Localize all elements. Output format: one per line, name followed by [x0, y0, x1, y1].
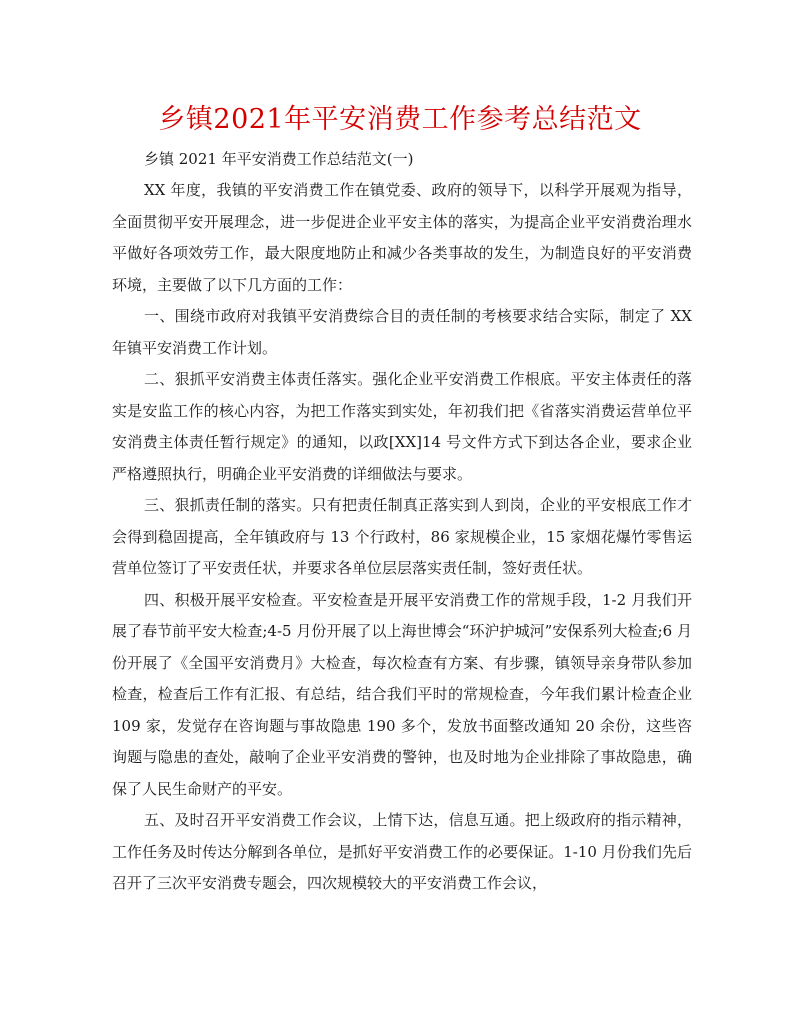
paragraph-4: 四、积极开展平安检查。平安检查是开展平安消费工作的常规手段，1-2 月我们开展了春节前平安大检查;4-5 月份开展了以上海世博会“环沪护城河”安保系列大检查;6 月份开展了《全国平安消费月》大检查，每次检查有方案、有步骤，镇领导亲身带队参加检查，检查后工作有汇报、有总结，结合我们平时的常规检查，今年我们累计检查企业 109 家，发觉存在咨询题与事故隐患 190 多个，发放书面整改通知 20 余份，这些咨询题与隐患的查处，敲响了企业平安消费的警钟，也及时地为企业排除了事故隐患，确保了人民生命财产的平安。	[112, 590, 692, 798]
document-body	[112, 143, 692, 900]
document-title: 乡镇2021年平安消费工作参考总结范文	[158, 104, 642, 135]
paragraph-intro: XX 年度，我镇的平安消费工作在镇党委、政府的领导下，以科学开展观为指导，全面贯彻平安开展理念，进一步促进企业平安主体的落实，为提高企业平安消费治理水平做好各项效劳工作，最大限度地防止和减少各类事故的发生，为制造良好的平安消费环境，主要做了以下几方面的工作：	[112, 181, 692, 294]
document-subtitle: 乡镇 2021 年平安消费工作总结范文(一)	[144, 150, 414, 168]
paragraph-3: 三、狠抓责任制的落实。只有把责任制真正落实到人到岗，企业的平安根底工作才会得到稳固提高，全年镇政府与 13 个行政村，86 家规模企业，15 家烟花爆竹零售运营单位签订了平安责任状，并要求各单位层层落实责任制，签好责任状。	[112, 496, 692, 577]
paragraph-1: 一、围绕市政府对我镇平安消费综合目的责任制的考核要求结合实际，制定了 XX 年镇平安消费工作计划。	[112, 307, 692, 357]
paragraph-2: 二、狠抓平安消费主体责任落实。强化企业平安消费工作根底。平安主体责任的落实是安监工作的核心内容，为把工作落实到实处，年初我们把《省落实消费运营单位平安消费主体责任暂行规定》的通知，以政[XX]14 号文件方式下到达各企业，要求企业严格遵照执行，明确企业平安消费的详细做法与要求。	[112, 370, 692, 483]
paragraph-5: 五、及时召开平安消费工作会议，上情下达，信息互通。把上级政府的指示精神，工作任务及时传达分解到各单位，是抓好平安消费工作的必要保证。1-10 月份我们先后召开了三次平安消费专题会，四次规模较大的平安消费工作会议，	[112, 811, 692, 892]
